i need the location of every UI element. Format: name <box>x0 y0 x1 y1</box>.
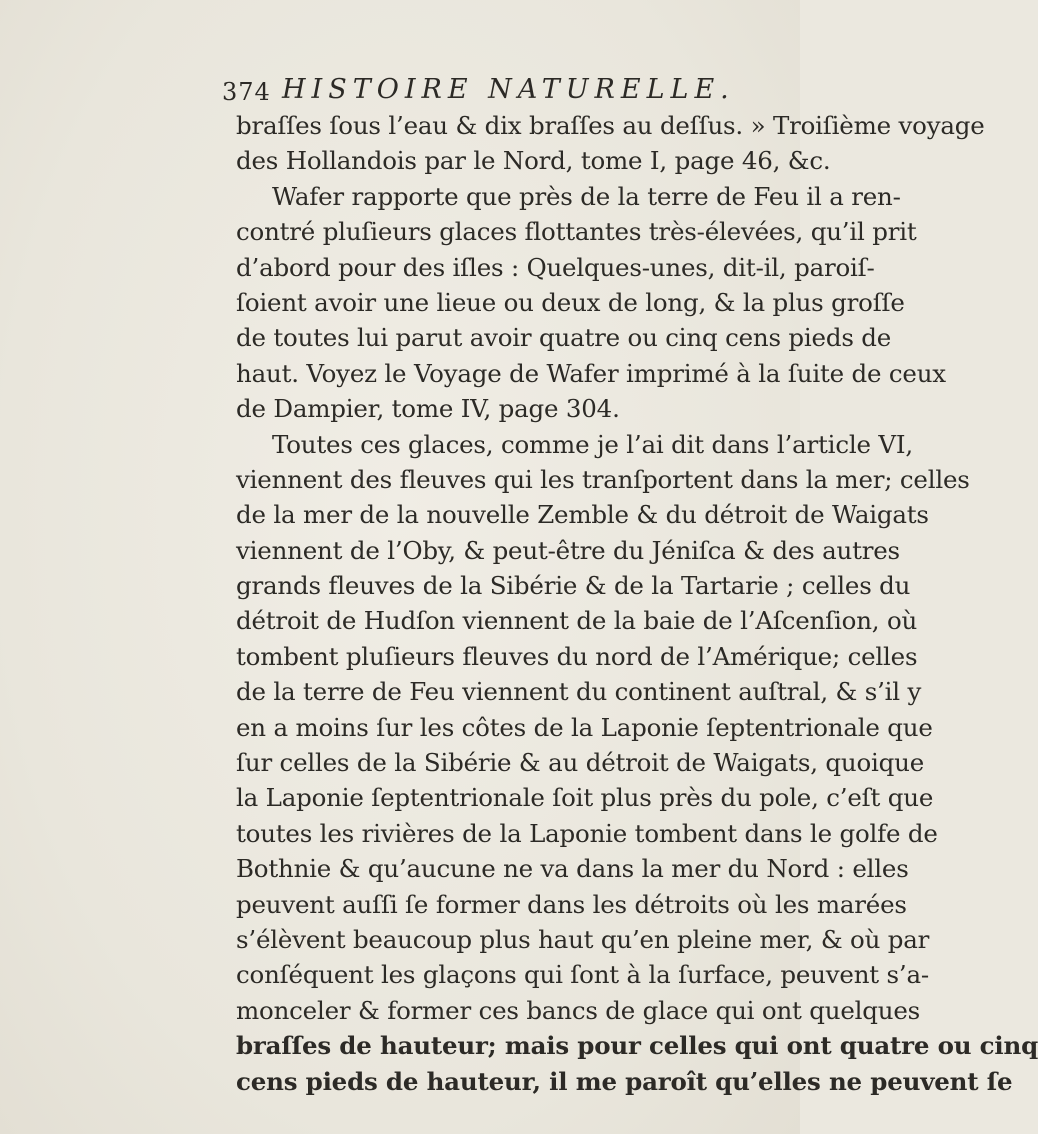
text-line: s’élèvent beaucoup plus haut qu’en pleine mer, & où par <box>236 924 930 954</box>
text-line: viennent de l’Oby, & peut-être du Jéniſca & des autres <box>236 535 900 565</box>
text-line: ſur celles de la Sibérie & au détroit de Waigats, quoique <box>236 748 925 778</box>
text-line: braſſes de hauteur; mais pour celles qui ont quatre ou cinq <box>236 1031 1038 1061</box>
body-text <box>236 108 1038 1099</box>
text-line: contré pluſieurs glaces flottantes très-élevées, qu’il prit <box>236 217 917 247</box>
text-line: de Dampier, tome IV, page 304. <box>236 394 620 424</box>
text-line: détroit de Hudſon viennent de la baie de l’Aſcenſion, où <box>236 606 918 636</box>
text-line: peuvent auſſi ſe former dans les détroits où les marées <box>236 889 907 919</box>
text-line: en a moins ſur les côtes de la Laponie ſeptentrionale que <box>236 712 933 742</box>
text-line: la Laponie ſeptentrionale ſoit plus près du pole, c’eſt que <box>236 783 934 813</box>
text-line: d’abord pour des iſles : Quelques-unes, dit-il, paroiſ- <box>236 252 875 282</box>
text-line: cens pieds de hauteur, il me paroît qu’elles ne peuvent ſe <box>236 1066 1013 1096</box>
text-line: de toutes lui parut avoir quatre ou cinq cens pieds de <box>236 323 892 353</box>
text-line: monceler & former ces bancs de glace qui ont quelques <box>236 995 920 1025</box>
text-line: ſoient avoir une lieue ou deux de long, & la plus groſſe <box>236 287 905 317</box>
text-line: Bothnie & qu’aucune ne va dans la mer du Nord : elles <box>236 854 909 884</box>
page-number: 374 <box>222 78 271 106</box>
text-line: de la terre de Feu viennent du continent auſtral, & s’il y <box>236 677 922 707</box>
text-line: conſéquent les glaçons qui ſont à la ſurface, peuvent s’a- <box>236 960 929 990</box>
text-line: haut. Voyez le Voyage de Wafer imprimé à la ſuite de ceux <box>236 358 946 388</box>
text-line: de la mer de la nouvelle Zemble & du détroit de Waigats <box>236 500 929 530</box>
running-title: HISTOIRE NATURELLE. <box>282 74 735 105</box>
page-header <box>222 70 782 110</box>
text-line: tombent pluſieurs fleuves du nord de l’Amérique; celles <box>236 641 918 671</box>
text-line: grands fleuves de la Sibérie & de la Tartarie ; celles du <box>236 571 911 601</box>
text-line: des Hollandois par le Nord, tome I, page 46, &c. <box>236 146 831 176</box>
text-line: Wafer rapporte que près de la terre de Feu il a ren- <box>272 181 901 211</box>
text-line: Toutes ces glaces, comme je l’ai dit dans l’article VI, <box>272 429 913 459</box>
text-line: braſſes ſous l’eau & dix braſſes au deſſus. » Troiſième voyage <box>236 111 985 140</box>
text-line: viennent des fleuves qui les tranſportent dans la mer; celles <box>236 464 970 494</box>
text-line: toutes les rivières de la Laponie tombent dans le golfe de <box>236 818 938 848</box>
